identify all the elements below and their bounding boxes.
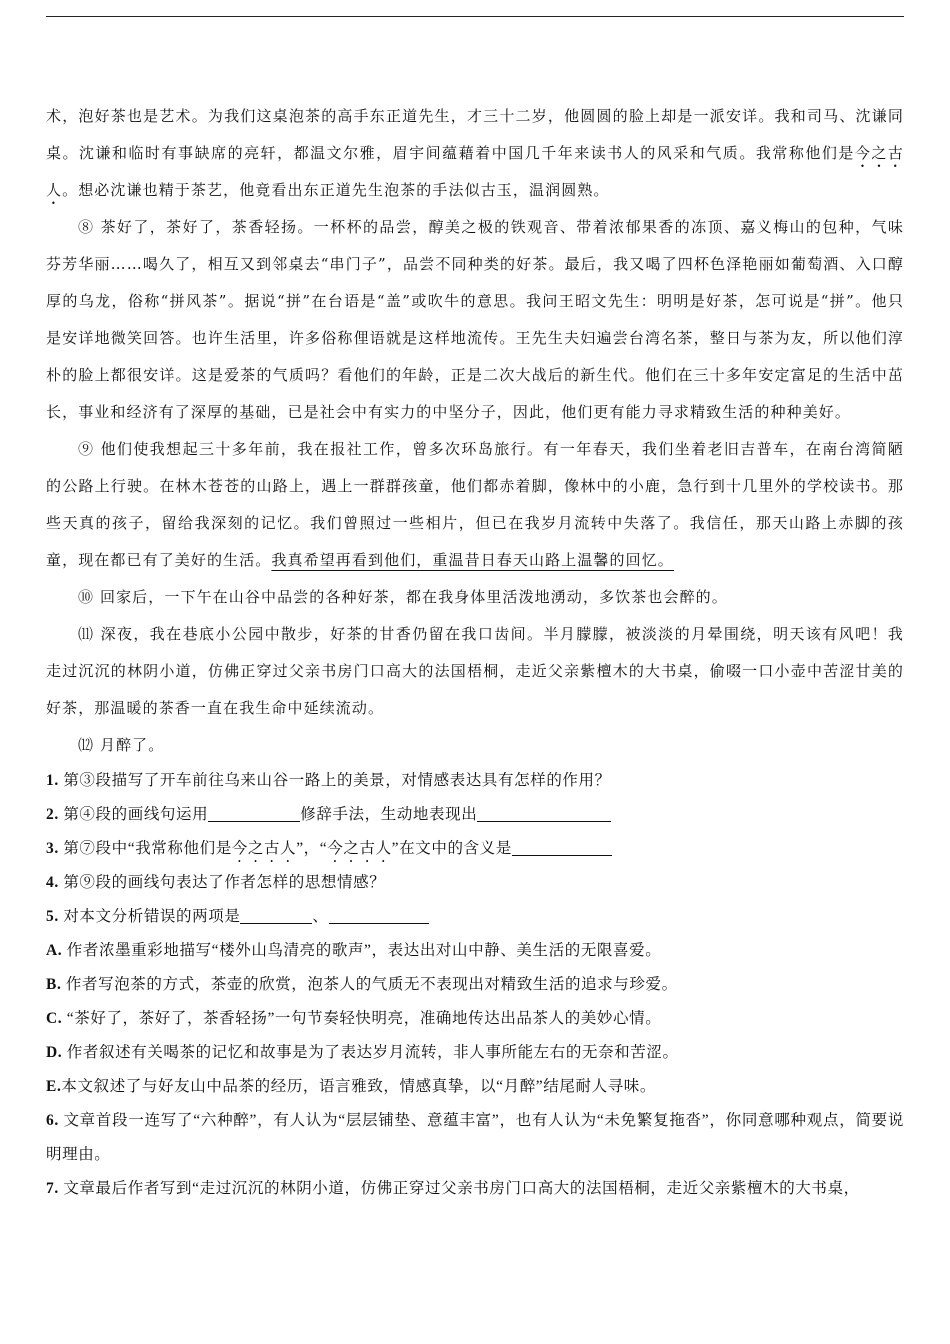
question-text: 对本文分析错误的两项是 (63, 908, 241, 925)
option-text: 作者浓墨重彩地描写“楼外山鸟清亮的歌声”，表达出对山中静、美生活的无限喜爱。 (66, 942, 662, 959)
answer-blank[interactable] (477, 803, 611, 822)
question-text: 第⑦段中“我常称他们是 (63, 840, 232, 857)
paragraph-11: ⑾ 深夜，我在巷底小公园中散步，好茶的甘香仍留在我口齿间。半月朦朦，被淡淡的月晕围绕，明天该有风吧！我走过沉沉的林阴小道，仿佛正穿过父亲书房门口高大的法国梧桐，走近父亲紫檀木的大书桌，偷啜一口小壶中苦涩甘美的好茶，那温暖的茶香一直在我生命中延续流动。 (46, 625, 904, 717)
question-7 (46, 1172, 904, 1206)
option-c (46, 1002, 904, 1036)
question-text: 文章首段一连写了“六种醉”，有人认为“层层铺垫、意蕴丰富”，也有人认为“未免繁复拖沓”，你同意哪种观点，简要说明理由。 (46, 1112, 904, 1163)
separator: 、 (312, 908, 329, 925)
answer-blank[interactable] (240, 905, 312, 924)
emphasis-dotted-text: 今之古人 (327, 840, 392, 857)
question-number: 5. (46, 908, 59, 925)
question-number: 3. (46, 840, 59, 857)
question-1 (46, 764, 904, 798)
document-page (46, 98, 904, 1206)
p9-text: ⑨ 他们使我想起三十多年前，我在报社工作，曾多次环岛旅行。有一年春天，我们坐着老旧吉普车，在南台湾简陋的公路上行驶。在林木苍苍的山路上，遇上一群群孩童，他们都赤着脚，像林中的小鹿，急行到十几里外的学校读书。那些天真的孩子，留给我深刻的记忆。我们曾照过一些相片，但已在我岁月流转中失落了。我信任，那天山路上赤脚的孩童，现在都已有了美好的生活。 (46, 440, 904, 569)
question-number: 6. (46, 1112, 59, 1129)
option-label: C. (46, 1010, 63, 1027)
p7-text: 术，泡好茶也是艺术。为我们这桌泡茶的高手东正道先生，才三十二岁，他圆圆的脸上却是一派安详。我和司马、沈谦同桌。沈谦和临时有事缺席的亮轩，都温文尔雅，眉宇间蕴藉着中国几千年来读书人的风采和气质。我常称他们是 (46, 107, 904, 162)
paragraph-8: ⑧ 茶好了，茶好了，茶香轻扬。一杯杯的品尝，醇美之极的铁观音、带着浓郁果香的冻顶、嘉义梅山的包种，气味芬芳华丽……喝久了，相互又到邻桌去“串门子”，品尝不同种类的好茶。最后，我又喝了四杯色泽艳丽如葡萄酒、入口醇厚的乌龙，俗称“拼风茶”。据说“拼”在台语是“盖”或吹牛的意思。我问王昭文先生：明明是好茶，怎可说是“拼”。他只是安详地微笑回答。也许生活里，许多俗称俚语就是这样地流传。王先生夫妇遍尝台湾名茶，整日与茶为友，所以他们淳朴的脸上都很安详。这是爱茶的气质吗？看他们的年龄，正是二次大战后的新生代。他们在三十多年安定富足的生活中茁长，事业和经济有了深厚的基础，已是社会中有实力的中坚分子，因此，他们更有能力寻求精致生活的种种美好。 (46, 218, 904, 421)
question-number: 4. (46, 874, 59, 891)
option-a (46, 934, 904, 968)
option-e (46, 1070, 904, 1104)
emphasis-dotted-text: 今之古人 (231, 840, 297, 857)
question-text: 文章最后作者写到“走过沉沉的林阴小道，仿佛正穿过父亲书房门口高大的法国梧桐，走近父亲紫檀木的大书桌， (63, 1180, 860, 1197)
paragraph-7-continued (46, 98, 904, 209)
answer-blank[interactable] (329, 905, 429, 924)
question-text: ”，“ (296, 840, 328, 857)
question-number: 7. (46, 1180, 59, 1197)
option-d (46, 1036, 904, 1070)
option-text: 作者叙述有关喝茶的记忆和故事是为了表达岁月流转，非人事所能左右的无奈和苦涩。 (66, 1044, 679, 1061)
question-text: 修辞手法，生动地表现出 (300, 806, 478, 823)
option-b (46, 968, 904, 1002)
underlined-sentence: 我真希望再看到他们，重温昔日春天山路上温馨的回忆。 (271, 551, 674, 569)
emphasis-dotted-text: 今之古人 (46, 144, 904, 199)
option-text: 本文叙述了与好友山中品茶的经历，语言雅致，情感真挚，以“月醉”结尾耐人寻味。 (61, 1078, 656, 1095)
question-3 (46, 832, 904, 866)
option-text: “茶好了，茶好了，茶香轻扬”一句节奏轻快明亮，准确地传达出品茶人的美妙心情。 (66, 1010, 662, 1027)
answer-blank[interactable] (512, 837, 612, 856)
question-text: 第⑨段的画线句表达了作者怎样的思想情感？ (63, 874, 386, 891)
question-number: 2. (46, 806, 59, 823)
questions-section (46, 764, 904, 1206)
question-6 (46, 1104, 904, 1172)
option-label: E. (46, 1078, 62, 1095)
option-label: A. (46, 942, 63, 959)
question-text: ”在文中的含义是 (391, 840, 512, 857)
option-text: 作者写泡茶的方式，茶壶的欣赏，泡茶人的气质无不表现出对精致生活的追求与珍爱。 (65, 976, 678, 993)
answer-blank[interactable] (208, 803, 300, 822)
question-5 (46, 900, 904, 934)
option-label: B. (46, 976, 62, 993)
paragraph-12: ⑿ 月醉了。 (78, 736, 165, 754)
header-rule (46, 16, 904, 17)
paragraph-10: ⑩ 回家后，一下午在山谷中品尝的各种好茶，都在我身体里活泼地湧动，多饮茶也会醉的。 (78, 588, 728, 606)
question-number: 1. (46, 772, 59, 789)
option-label: D. (46, 1044, 63, 1061)
question-text: 第③段描写了开车前往乌来山谷一路上的美景，对情感表达具有怎样的作用？ (63, 772, 611, 789)
paragraph-9 (46, 431, 904, 579)
question-4 (46, 866, 904, 900)
question-2 (46, 798, 904, 832)
question-text: 第④段的画线句运用 (63, 806, 209, 823)
p7-tail: 。想必沈谦也精于茶艺，他竟看出东正道先生泡茶的手法似古玉，温润圆熟。 (62, 181, 610, 199)
